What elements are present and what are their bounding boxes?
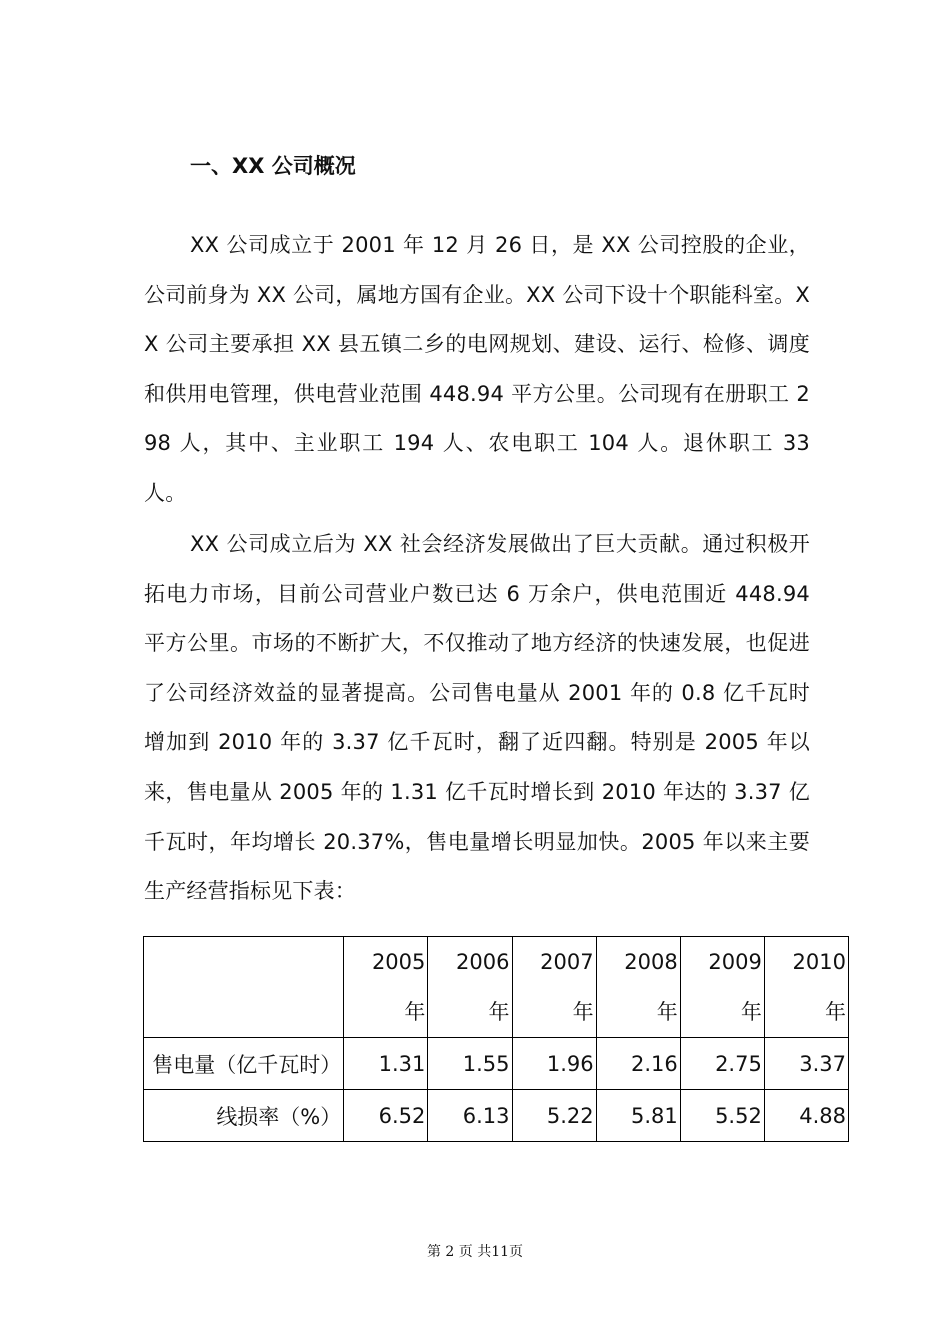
operating-indicators-table [143, 936, 849, 1142]
page-footer: 第 2 页 共11页 [426, 1244, 524, 1260]
overview-paragraph-2: XX 公司成立后为 XX 社会经济发展做出了巨大贡献。通过积极开拓电力市场，目前公司营业户数已达 6 万余户，供电范围近 448.94 平方公里。市场的不断扩大，不仅推动了地方经济的快速发展，也促进了公司经济效益的显著提高。公司售电量从 2001 年的 0.8 亿千瓦时增加到 2010 年的 3.37 亿千瓦时，翻了近四翻。特别是 2005 年以来，售电量从 2005 年的 1.31 亿千瓦时增长到 2010 年达的 3.37 亿千瓦时，年均增长 20.37%，售电量增长明显加快。2005 年以来主要生产经营指标见下表： [144, 532, 810, 904]
table-cell: 6.52 [344, 1090, 428, 1142]
table-cell: 5.81 [596, 1090, 680, 1142]
table-row [144, 1090, 849, 1142]
table-header-cell: 2006 年 [428, 937, 512, 1038]
table-header-cell: 2007 年 [512, 937, 596, 1038]
table-header-cell: 2009 年 [680, 937, 764, 1038]
table-cell: 5.22 [512, 1090, 596, 1142]
table-header-row [144, 937, 849, 1038]
table-cell: 5.52 [680, 1090, 764, 1142]
table-row-label: 售电量（亿千瓦时） [144, 1038, 344, 1090]
table-cell: 2.75 [680, 1038, 764, 1090]
table-cell: 1.96 [512, 1038, 596, 1090]
overview-paragraph-1: XX 公司成立于 2001 年 12 月 26 日，是 XX 公司控股的企业，公司前身为 XX 公司，属地方国有企业。XX 公司下设十个职能科室。XX 公司主要承担 XX 县五镇二乡的电网规划、建设、运行、检修、调度和供用电管理，供电营业范围 448.94 平方公里。公司现有在册职工 298 人，其中、主业职工 194 人、农电职工 104 人。退休职工 33 人。 [144, 233, 810, 505]
table-cell: 2.16 [596, 1038, 680, 1090]
table-cell: 4.88 [764, 1090, 848, 1142]
table-cell: 1.31 [344, 1038, 428, 1090]
table-header-cell [144, 937, 344, 1038]
table-header-cell: 2005 年 [344, 937, 428, 1038]
table-cell: 3.37 [764, 1038, 848, 1090]
table-cell: 6.13 [428, 1090, 512, 1142]
section-heading: 一、XX 公司概况 [190, 154, 356, 178]
table-header-cell: 2010 年 [764, 937, 848, 1038]
table-cell: 1.55 [428, 1038, 512, 1090]
table-row-label: 线损率（%） [144, 1090, 344, 1142]
table-row [144, 1038, 849, 1090]
table-header-cell: 2008 年 [596, 937, 680, 1038]
